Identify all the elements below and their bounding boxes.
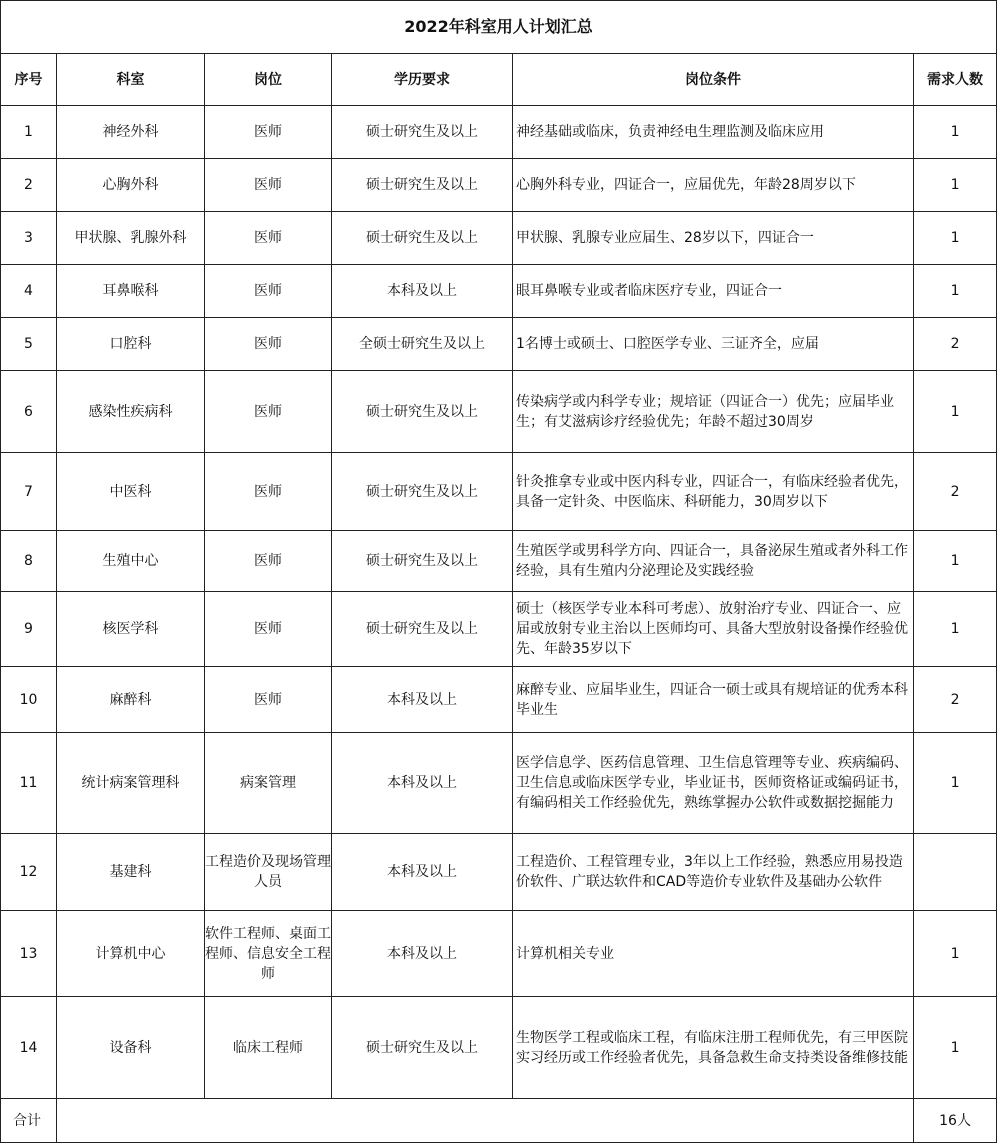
table-row: [1, 997, 997, 1099]
cell-position: 医师: [205, 265, 332, 318]
total-spacer: [57, 1099, 914, 1143]
cell-conditions: 神经基础或临床，负责神经电生理监测及临床应用: [513, 106, 914, 159]
cell-count: 1: [914, 265, 997, 318]
cell-conditions: 生物医学工程或临床工程，有临床注册工程师优先，有三甲医院实习经历或工作经验者优先，具备急救生命支持类设备维修技能: [513, 997, 914, 1099]
cell-education: 硕士研究生及以上: [332, 159, 513, 212]
total-count: 16人: [914, 1099, 997, 1143]
cell-seq: 7: [1, 453, 57, 531]
cell-seq: 8: [1, 531, 57, 592]
cell-dept: 麻醉科: [57, 667, 205, 733]
cell-education: 硕士研究生及以上: [332, 453, 513, 531]
cell-dept: 感染性疾病科: [57, 371, 205, 453]
cell-position: 医师: [205, 318, 332, 371]
cell-seq: 5: [1, 318, 57, 371]
table-row: [1, 834, 997, 911]
cell-position: 临床工程师: [205, 997, 332, 1099]
header-count: 需求人数: [914, 54, 997, 106]
table-row: [1, 265, 997, 318]
cell-dept: 核医学科: [57, 592, 205, 667]
cell-seq: 12: [1, 834, 57, 911]
cell-conditions: 甲状腺、乳腺专业应届生、28岁以下，四证合一: [513, 212, 914, 265]
cell-dept: 统计病案管理科: [57, 733, 205, 834]
cell-count: 1: [914, 159, 997, 212]
table-row: [1, 453, 997, 531]
cell-count: 1: [914, 531, 997, 592]
cell-position: 医师: [205, 531, 332, 592]
cell-count: 2: [914, 318, 997, 371]
cell-education: 本科及以上: [332, 265, 513, 318]
cell-education: 硕士研究生及以上: [332, 371, 513, 453]
total-row: [1, 1099, 997, 1143]
cell-education: 硕士研究生及以上: [332, 212, 513, 265]
cell-conditions: 生殖医学或男科学方向、四证合一，具备泌尿生殖或者外科工作经验，具有生殖内分泌理论及实践经验: [513, 531, 914, 592]
header-education: 学历要求: [332, 54, 513, 106]
cell-count: 1: [914, 371, 997, 453]
table-row: [1, 667, 997, 733]
cell-position: 医师: [205, 667, 332, 733]
table-row: [1, 212, 997, 265]
cell-conditions: 麻醉专业、应届毕业生，四证合一硕士或具有规培证的优秀本科毕业生: [513, 667, 914, 733]
header-seq: 序号: [1, 54, 57, 106]
cell-education: 全硕士研究生及以上: [332, 318, 513, 371]
cell-dept: 中医科: [57, 453, 205, 531]
cell-count: 1: [914, 592, 997, 667]
cell-seq: 10: [1, 667, 57, 733]
cell-conditions: 传染病学或内科学专业；规培证（四证合一）优先；应届毕业生；有艾滋病诊疗经验优先；年龄不超过30周岁: [513, 371, 914, 453]
cell-education: 硕士研究生及以上: [332, 997, 513, 1099]
cell-dept: 神经外科: [57, 106, 205, 159]
cell-education: 硕士研究生及以上: [332, 592, 513, 667]
cell-count: 1: [914, 733, 997, 834]
cell-seq: 9: [1, 592, 57, 667]
table-row: [1, 159, 997, 212]
cell-dept: 耳鼻喉科: [57, 265, 205, 318]
table-row: [1, 318, 997, 371]
cell-conditions: 硕士（核医学专业本科可考虑）、放射治疗专业、四证合一、应届或放射专业主治以上医师均可、具备大型放射设备操作经验优先、年龄35岁以下: [513, 592, 914, 667]
cell-conditions: 医学信息学、医药信息管理、卫生信息管理等专业、疾病编码、卫生信息或临床医学专业，毕业证书，医师资格证或编码证书，有编码相关工作经验优先，熟练掌握办公软件或数据挖掘能力: [513, 733, 914, 834]
cell-seq: 3: [1, 212, 57, 265]
table-title: 2022年科室用人计划汇总: [1, 1, 997, 54]
cell-count: [914, 834, 997, 911]
table-row: [1, 733, 997, 834]
cell-education: 硕士研究生及以上: [332, 531, 513, 592]
cell-conditions: 针灸推拿专业或中医内科专业，四证合一，有临床经验者优先，具备一定针灸、中医临床、科研能力，30周岁以下: [513, 453, 914, 531]
cell-count: 1: [914, 997, 997, 1099]
cell-count: 1: [914, 212, 997, 265]
total-label: 合计: [1, 1099, 57, 1143]
cell-education: 本科及以上: [332, 667, 513, 733]
cell-seq: 1: [1, 106, 57, 159]
cell-education: 本科及以上: [332, 911, 513, 997]
cell-seq: 11: [1, 733, 57, 834]
cell-education: 本科及以上: [332, 834, 513, 911]
cell-conditions: 1名博士或硕士、口腔医学专业、三证齐全，应届: [513, 318, 914, 371]
header-conditions: 岗位条件: [513, 54, 914, 106]
cell-count: 2: [914, 453, 997, 531]
header-dept: 科室: [57, 54, 205, 106]
cell-count: 2: [914, 667, 997, 733]
cell-position: 病案管理: [205, 733, 332, 834]
cell-dept: 心胸外科: [57, 159, 205, 212]
cell-position: 医师: [205, 106, 332, 159]
cell-count: 1: [914, 911, 997, 997]
cell-seq: 6: [1, 371, 57, 453]
cell-seq: 13: [1, 911, 57, 997]
header-position: 岗位: [205, 54, 332, 106]
cell-position: 医师: [205, 212, 332, 265]
cell-dept: 生殖中心: [57, 531, 205, 592]
cell-position: 工程造价及现场管理人员: [205, 834, 332, 911]
cell-conditions: 计算机相关专业: [513, 911, 914, 997]
cell-dept: 甲状腺、乳腺外科: [57, 212, 205, 265]
table-row: [1, 371, 997, 453]
cell-position: 医师: [205, 453, 332, 531]
cell-seq: 14: [1, 997, 57, 1099]
cell-conditions: 眼耳鼻喉专业或者临床医疗专业，四证合一: [513, 265, 914, 318]
table-row: [1, 106, 997, 159]
cell-education: 本科及以上: [332, 733, 513, 834]
cell-position: 医师: [205, 371, 332, 453]
cell-seq: 4: [1, 265, 57, 318]
table-row: [1, 911, 997, 997]
cell-education: 硕士研究生及以上: [332, 106, 513, 159]
table-row: [1, 592, 997, 667]
cell-dept: 设备科: [57, 997, 205, 1099]
cell-dept: 计算机中心: [57, 911, 205, 997]
cell-position: 医师: [205, 592, 332, 667]
cell-conditions: 心胸外科专业，四证合一，应届优先，年龄28周岁以下: [513, 159, 914, 212]
header-row: [1, 54, 997, 106]
cell-dept: 口腔科: [57, 318, 205, 371]
cell-count: 1: [914, 106, 997, 159]
cell-position: 医师: [205, 159, 332, 212]
cell-dept: 基建科: [57, 834, 205, 911]
table-row: [1, 531, 997, 592]
cell-seq: 2: [1, 159, 57, 212]
cell-conditions: 工程造价、工程管理专业，3年以上工作经验，熟悉应用易投造价软件、广联达软件和CAD等造价专业软件及基础办公软件: [513, 834, 914, 911]
cell-position: 软件工程师、桌面工程师、信息安全工程师: [205, 911, 332, 997]
